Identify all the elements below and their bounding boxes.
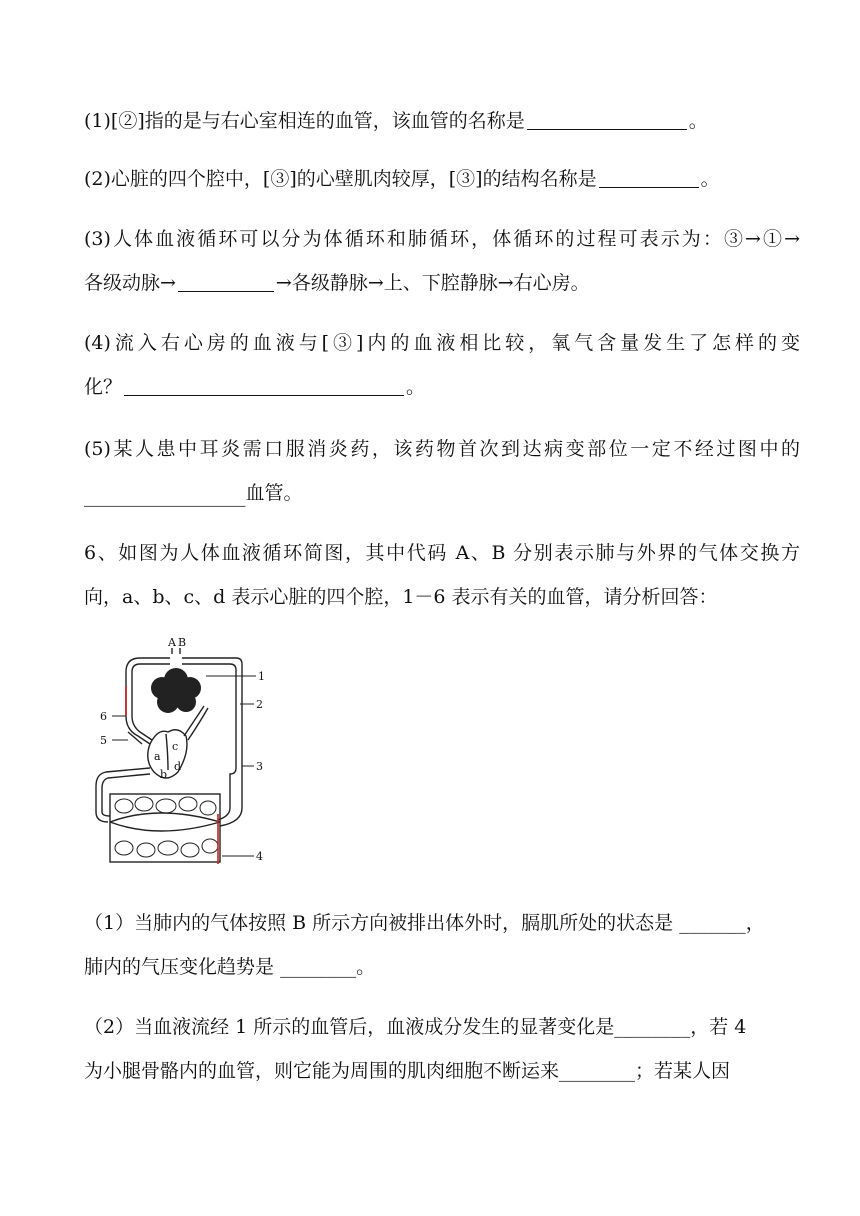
question-2-text: (2)心脏的四个腔中，[③]的心壁肌肉较厚，[③]的结构名称是 bbox=[84, 168, 597, 190]
subquestion-1-line-2 bbox=[84, 954, 800, 980]
answer-blank-5[interactable]: _________________ bbox=[84, 485, 246, 507]
question-4-end: 。 bbox=[406, 376, 426, 398]
subquestion-1-comma: ， bbox=[745, 912, 765, 934]
label-d: d bbox=[174, 760, 182, 773]
capillary-lower bbox=[110, 822, 220, 831]
blood-circulation-diagram bbox=[88, 636, 288, 876]
question-4-line-2 bbox=[84, 374, 800, 400]
answer-blank-7[interactable]: ________ bbox=[280, 956, 357, 978]
question-3-line-1: (3)人体血液循环可以分为体循环和肺循环，体循环的过程可表示为：③→①→ bbox=[84, 228, 800, 250]
question-5-end: 血管。 bbox=[245, 482, 303, 504]
question-6-line-2: 向，a、b、c、d 表示心脏的四个腔，1－6 表示有关的血管，请分析回答： bbox=[84, 586, 718, 608]
label-6: 6 bbox=[100, 710, 107, 723]
heart-septum bbox=[166, 734, 168, 770]
label-a: a bbox=[154, 750, 161, 763]
label-B: B bbox=[178, 636, 187, 649]
answer-blank-8[interactable]: ________ bbox=[614, 1016, 691, 1038]
answer-blank-6[interactable]: _______ bbox=[679, 912, 746, 934]
question-2 bbox=[84, 166, 800, 192]
subquestion-1-text: （1）当肺内的气体按照 B 所示方向被排出体外时，膈肌所处的状态是 bbox=[84, 912, 674, 934]
question-3-end: →各级静脉→上、下腔静脉→右心房。 bbox=[275, 272, 590, 294]
subquestion-2-text: （2）当血液流经 1 所示的血管后，血液成分发生的显著变化是 bbox=[84, 1016, 615, 1038]
subquestion-2-line-2 bbox=[84, 1058, 800, 1084]
subquestion-2-text-b: ，若 4 bbox=[690, 1016, 747, 1038]
subquestion-1-end: 。 bbox=[356, 956, 376, 978]
label-5: 5 bbox=[100, 734, 107, 747]
subquestion-1-line-1 bbox=[84, 910, 800, 936]
answer-blank-4[interactable] bbox=[124, 375, 404, 396]
answer-blank-1[interactable] bbox=[527, 109, 687, 130]
subquestion-2-text-c: ；若某人因 bbox=[635, 1060, 731, 1082]
label-c: c bbox=[172, 740, 179, 753]
label-b: b bbox=[160, 768, 168, 781]
label-4: 4 bbox=[256, 850, 263, 863]
question-2-end: 。 bbox=[700, 168, 720, 190]
tissue-box bbox=[110, 794, 220, 862]
label-1: 1 bbox=[258, 670, 265, 683]
label-2: 2 bbox=[256, 698, 263, 711]
circulation-diagram-svg bbox=[88, 636, 288, 876]
question-1 bbox=[84, 108, 800, 134]
answer-blank-9[interactable]: ________ bbox=[559, 1060, 636, 1082]
lung-cluster bbox=[151, 668, 201, 713]
answer-blank-2[interactable] bbox=[599, 167, 699, 188]
question-4-text: 化？ bbox=[84, 376, 123, 398]
question-4-line-1: (4)流入右心房的血液与[③]内的血液相比较，氧气含量发生了怎样的变 bbox=[84, 332, 800, 354]
question-1-end: 。 bbox=[688, 110, 708, 132]
label-3: 3 bbox=[256, 760, 263, 773]
question-6-line-1: 6、如图为人体血液循环简图，其中代码 A、B 分别表示肺与外界的气体交换方 bbox=[84, 542, 800, 564]
question-5-line-1: (5)某人患中耳炎需口服消炎药，该药物首次到达病变部位一定不经过图中的 bbox=[84, 438, 800, 460]
subquestion-1-text-2: 肺内的气压变化趋势是 bbox=[84, 956, 275, 978]
label-A: A bbox=[168, 636, 176, 649]
question-3-line-2 bbox=[84, 270, 800, 296]
question-5-line-2 bbox=[84, 480, 800, 506]
subquestion-2-text-2: 为小腿骨骼内的血管，则它能为周围的肌肉细胞不断运来 bbox=[84, 1060, 560, 1082]
question-1-text: (1)[②]指的是与右心室相连的血管，该血管的名称是 bbox=[84, 110, 525, 132]
answer-blank-3[interactable] bbox=[178, 271, 274, 292]
question-3-text: 各级动脉→ bbox=[84, 272, 176, 294]
vessel-1-2-right bbox=[182, 658, 242, 768]
subquestion-2-line-1 bbox=[84, 1014, 800, 1040]
